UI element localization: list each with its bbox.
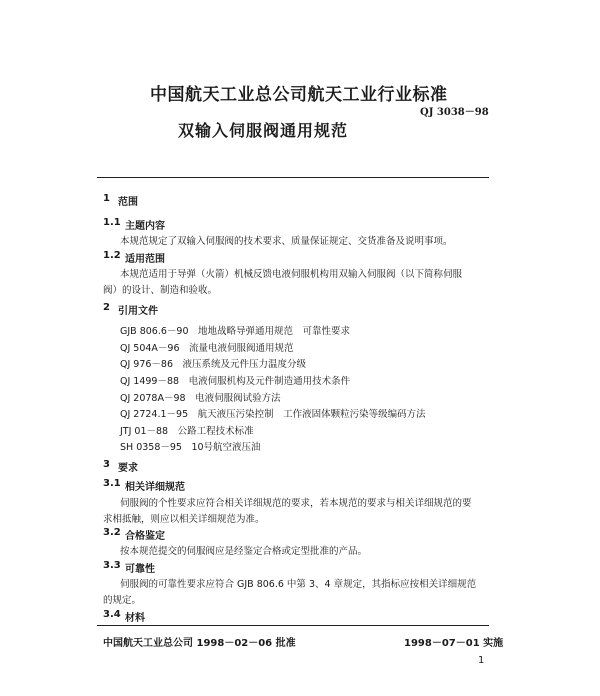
reference-item: SH 0358－95 10号航空液压油 [120, 442, 261, 453]
section-3-3-title: 可靠性 [125, 564, 155, 575]
section-3-1-text-line-2: 求相抵触，则应以相关详细规范为准。 [103, 514, 265, 525]
reference-item: JTJ 01－88 公路工程技术标准 [120, 426, 254, 437]
section-3-4-number: 3.4 [103, 609, 121, 620]
section-3-3-text-line-2: 的规定。 [103, 595, 142, 606]
reference-item: QJ 2724.1－95 航天液压污染控制 工作液固体颗粒污染等级编码方法 [120, 409, 426, 420]
section-1-title: 范围 [118, 197, 138, 208]
page-number: 1 [478, 655, 485, 666]
section-3-1-text-line-1: 伺服阀的个性要求应符合相关详细规范的要求，若本规范的要求与相关详细规范的要 [120, 498, 472, 509]
section-1-1-title: 主题内容 [125, 221, 165, 232]
footer-divider [97, 625, 489, 626]
section-3-4-title: 材料 [125, 613, 145, 624]
standard-code: QJ 3038－98 [420, 107, 489, 118]
section-3-title: 要求 [118, 463, 138, 474]
section-1-2-number: 1.2 [103, 250, 121, 261]
section-3-2-title: 合格鉴定 [125, 531, 165, 542]
industry-standard-title: 中国航天工业总公司航天工业行业标准 [150, 85, 448, 105]
header-divider [97, 177, 489, 178]
section-1-1-number: 1.1 [103, 217, 121, 228]
section-2-number: 2 [103, 302, 110, 313]
section-1-1-text: 本规范规定了双输入伺服阀的技术要求、质量保证规定、交货准备及说明事项。 [120, 236, 453, 247]
reference-item: QJ 2078A－98 电液伺服阀试验方法 [120, 393, 281, 404]
section-3-3-number: 3.3 [103, 560, 121, 571]
section-3-3-text-line-1: 伺服阀的可靠性要求应符合 GJB 806.6 中第 3、4 章规定，其指标应按相关详细规范 [120, 579, 477, 590]
section-3-1-number: 3.1 [103, 478, 121, 489]
reference-item: QJ 1499－88 电液伺服机构及元件制造通用技术条件 [120, 376, 351, 387]
section-2-title: 引用文件 [118, 306, 158, 317]
section-1-2-text-line-2: 阀）的设计、制造和验收。 [103, 285, 218, 296]
reference-item: QJ 504A－96 流量电液伺服阀通用规范 [120, 343, 294, 354]
section-3-2-number: 3.2 [103, 527, 121, 538]
reference-item: GJB 806.6－90 地地战略导弹通用规范 可靠性要求 [120, 326, 350, 337]
section-3-2-text: 按本规范提交的伺服阀应是经鉴定合格或定型批准的产品。 [120, 546, 368, 557]
section-1-2-title: 适用范围 [125, 254, 165, 265]
section-1-2-text-line-1: 本规范适用于导弹（火箭）机械反馈电液伺服机构用双输入伺服阀（以下简称伺服 [120, 269, 463, 280]
section-3-number: 3 [103, 459, 110, 470]
implementation-date: 1998－07－01 实施 [404, 638, 504, 649]
document-title: 双输入伺服阀通用规范 [178, 121, 349, 140]
approval-statement: 中国航天工业总公司 1998－02－06 批准 [103, 638, 296, 649]
section-1-number: 1 [103, 193, 110, 204]
reference-item: QJ 976－86 液压系统及元件压力温度分级 [120, 359, 307, 370]
section-3-1-title: 相关详细规范 [125, 482, 185, 493]
